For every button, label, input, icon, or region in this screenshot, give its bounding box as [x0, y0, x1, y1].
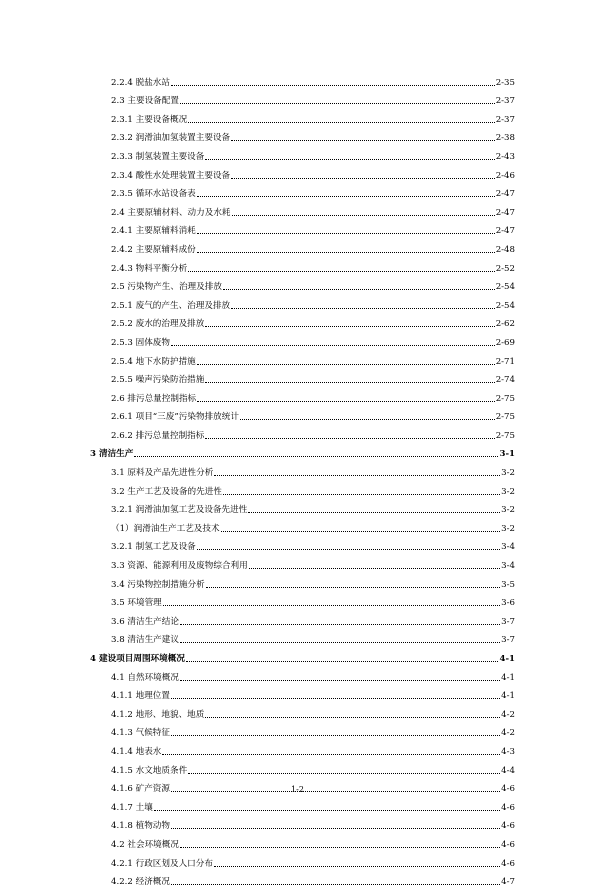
dot-leader [248, 511, 500, 513]
toc-entry-title: 4.2 社会环境概况 [111, 839, 179, 850]
toc-entry-page: 4-2 [501, 709, 515, 720]
toc-entry-title: 2.3.4 酸性水处理装置主要设备 [111, 170, 231, 181]
toc-entry-page: 2-69 [495, 337, 515, 348]
toc-entry-title: 2.3.1 主要设备概况 [111, 114, 188, 125]
toc-entry-page: 4-6 [501, 839, 515, 850]
toc-entry[interactable] [0, 758, 595, 777]
toc-entry[interactable] [0, 851, 595, 870]
toc-entry[interactable] [0, 200, 595, 219]
toc-entry-page: 2-38 [495, 133, 515, 144]
dot-leader [171, 344, 495, 346]
toc-entry[interactable] [0, 423, 595, 442]
toc-entry[interactable] [0, 702, 595, 721]
dot-leader [205, 325, 494, 327]
toc-entry[interactable] [0, 256, 595, 275]
dot-leader [223, 493, 500, 495]
dot-leader [171, 697, 500, 699]
toc-entry[interactable] [0, 163, 595, 182]
dot-leader [232, 214, 495, 216]
toc-entry[interactable] [0, 460, 595, 479]
toc-entry-title: 4.1.6 矿产资源 [111, 784, 170, 795]
toc-entry[interactable] [0, 516, 595, 535]
toc-entry-title: 2.2.4 脱盐水站 [111, 77, 170, 88]
toc-entry-page: 4-6 [501, 858, 515, 869]
toc-entry[interactable] [0, 349, 595, 368]
dot-leader [134, 455, 498, 457]
toc-entry-title: 2.6 排污总量控制指标 [111, 393, 197, 404]
toc-entry-page: 2-48 [495, 244, 515, 255]
toc-entry-title: 4.2.2 经济概况 [111, 877, 170, 888]
toc-entry-title: 4 建设项目周围环境概况 [90, 654, 185, 664]
dot-leader [249, 567, 500, 569]
dot-leader [180, 679, 500, 681]
toc-entry[interactable] [0, 275, 595, 294]
toc-entry-title: 2.3.5 循环水站设备表 [111, 189, 196, 200]
toc-entry-page: 4-7 [501, 877, 515, 888]
toc-entry[interactable] [0, 237, 595, 256]
toc-entry-title: 2.4 主要原辅材料、动力及水耗 [111, 207, 231, 218]
toc-entry-title: 2.4.3 物料平衡分析 [111, 263, 188, 274]
toc-entry-page: 3-4 [501, 542, 515, 553]
toc-entry[interactable] [0, 219, 595, 238]
dot-leader [162, 753, 500, 755]
toc-entry[interactable] [0, 442, 595, 461]
dot-leader [231, 177, 495, 179]
dot-leader [171, 827, 500, 829]
dot-leader [205, 716, 500, 718]
toc-entry[interactable] [0, 368, 595, 387]
toc-entry[interactable] [0, 572, 595, 591]
toc-entry-page: 3-2 [501, 468, 515, 479]
toc-entry-page: 2-75 [495, 412, 515, 423]
toc-entry[interactable] [0, 591, 595, 610]
toc-entry-page: 2-35 [495, 77, 515, 88]
toc-entry-page: 2-62 [495, 319, 515, 330]
toc-entry[interactable] [0, 609, 595, 628]
dot-leader [197, 363, 495, 365]
toc-entry[interactable] [0, 126, 595, 145]
toc-entry-page: 2-43 [495, 151, 515, 162]
toc-entry-title: 4.1.7 土壤 [111, 802, 153, 813]
toc-entry-title: 4.1.4 地表水 [111, 746, 162, 757]
toc-entry-page: 2-74 [495, 375, 515, 386]
toc-entry[interactable] [0, 70, 595, 89]
toc-entry[interactable] [0, 182, 595, 201]
toc-entry-page: 3-2 [501, 505, 515, 516]
toc-entry-page: 2-37 [495, 114, 515, 125]
toc-entry[interactable] [0, 870, 595, 888]
toc-entry-title: 4.1.5 水文地质条件 [111, 765, 188, 776]
page-number: 1-2 [291, 785, 304, 794]
dot-leader [205, 381, 494, 383]
toc-entry[interactable] [0, 684, 595, 703]
toc-entry[interactable] [0, 479, 595, 498]
toc-entry-page: 3-2 [501, 486, 515, 497]
dot-leader [197, 195, 495, 197]
toc-entry-page: 2-75 [495, 430, 515, 441]
toc-entry-page: 3-1 [499, 449, 515, 460]
toc-entry-title: 2.6.1 项目“三废”污染物排放统计 [111, 412, 239, 423]
dot-leader [180, 102, 495, 104]
toc-entry-title: 4.1.3 气候特征 [111, 728, 170, 739]
toc-entry-page: 2-75 [495, 393, 515, 404]
dot-leader [188, 772, 500, 774]
toc-entry[interactable] [0, 89, 595, 108]
toc-entry-page: 4-1 [499, 654, 515, 664]
toc-entry-title: 2.4.2 主要原辅料成份 [111, 244, 196, 255]
toc-entry-page: 4-4 [501, 765, 515, 776]
toc-entry-title: 4.2.1 行政区划及人口分布 [111, 858, 213, 869]
toc-entry[interactable] [0, 330, 595, 349]
toc-entry[interactable] [0, 405, 595, 424]
dot-leader [163, 604, 500, 606]
toc-entry-page: 3-7 [501, 616, 515, 627]
toc-entry-title: 4.1.1 地理位置 [111, 691, 170, 702]
dot-leader [231, 307, 495, 309]
toc-entry-title: 2.5.5 噪声污染防治措施 [111, 375, 205, 386]
toc-entry[interactable] [0, 144, 595, 163]
dot-leader [205, 158, 494, 160]
toc-entry-title: 3.2.1 润滑油加氢工艺及设备先进性 [111, 505, 248, 516]
toc-entry[interactable] [0, 498, 595, 517]
dot-leader [214, 865, 500, 867]
toc-entry-page: 2-52 [495, 263, 515, 274]
toc-entry[interactable] [0, 721, 595, 740]
toc-entry-title: 2.5.2 废水的治理及排放 [111, 319, 205, 330]
toc-entry-page: 2-47 [495, 226, 515, 237]
toc-entry-page: 3-7 [501, 635, 515, 646]
dot-leader [180, 623, 500, 625]
toc-entry-title: 2.5.1 废气的产生、治理及排放 [111, 300, 231, 311]
table-of-contents [0, 70, 595, 888]
toc-entry[interactable] [0, 628, 595, 647]
toc-entry-title: 2.3 主要设备配置 [111, 96, 179, 107]
dot-leader [206, 586, 500, 588]
toc-entry-page: 2-54 [495, 282, 515, 293]
toc-entry-page: 2-37 [495, 96, 515, 107]
dot-leader [214, 474, 500, 476]
toc-entry[interactable] [0, 814, 595, 833]
toc-entry-page: 4-3 [501, 746, 515, 757]
dot-leader [188, 121, 495, 123]
toc-entry[interactable] [0, 553, 595, 572]
toc-entry-title: 4.1 自然环境概况 [111, 672, 179, 683]
toc-entry[interactable] [0, 832, 595, 851]
toc-entry-title: 2.6.2 排污总量控制指标 [111, 430, 205, 441]
dot-leader [171, 84, 495, 86]
toc-entry-title: 2.5.4 地下水防护措施 [111, 356, 196, 367]
toc-entry-title: 3 清洁生产 [90, 449, 134, 460]
toc-entry-title: 3.2 生产工艺及设备的先进性 [111, 486, 222, 497]
toc-entry-title: 3.8 清洁生产建议 [111, 635, 179, 646]
toc-entry-title: 3.4 污染物控制措施分析 [111, 579, 205, 590]
toc-entry-page: 4-2 [501, 728, 515, 739]
toc-entry-page: 4-6 [501, 802, 515, 813]
toc-entry-page: 4-6 [501, 784, 515, 795]
dot-leader [188, 270, 495, 272]
toc-entry-title: 3.3 资源、能源利用及废物综合利用 [111, 561, 248, 572]
toc-entry-title: 3.5 环境管理 [111, 598, 162, 609]
toc-entry-page: 3-6 [501, 598, 515, 609]
toc-entry[interactable] [0, 535, 595, 554]
toc-entry-title: 2.3.3 制氢装置主要设备 [111, 151, 205, 162]
dot-leader [221, 530, 501, 532]
toc-entry-page: 2-47 [495, 189, 515, 200]
dot-leader [197, 400, 495, 402]
toc-entry[interactable] [0, 665, 595, 684]
toc-entry-page: 3-4 [501, 561, 515, 572]
toc-entry[interactable] [0, 646, 595, 665]
toc-entry-title: 2.5.3 固体废物 [111, 337, 170, 348]
toc-entry-title: 3.2.1 制氢工艺及设备 [111, 542, 196, 553]
dot-leader [180, 641, 500, 643]
toc-entry-title: 2.3.2 润滑油加氢装置主要设备 [111, 133, 231, 144]
dot-leader [180, 846, 500, 848]
dot-leader [223, 288, 495, 290]
dot-leader [186, 660, 499, 662]
toc-entry-page: 2-47 [495, 207, 515, 218]
dot-leader [171, 734, 500, 736]
dot-leader [171, 883, 500, 885]
toc-entry-title: 4.1.8 植物动物 [111, 821, 170, 832]
toc-entry-page: 4-1 [501, 691, 515, 702]
toc-entry-title: （1）润滑油生产工艺及技术 [111, 523, 220, 534]
toc-entry-title: 4.1.2 地形、地貌、地质 [111, 709, 205, 720]
toc-entry-page: 4-6 [501, 821, 515, 832]
dot-leader [197, 232, 495, 234]
dot-leader [154, 809, 500, 811]
toc-entry[interactable] [0, 739, 595, 758]
toc-entry-title: 3.6 清洁生产结论 [111, 616, 179, 627]
toc-entry-page: 2-46 [495, 170, 515, 181]
dot-leader [197, 251, 495, 253]
toc-entry-page: 3-5 [501, 579, 515, 590]
toc-entry[interactable] [0, 386, 595, 405]
dot-leader [240, 418, 495, 420]
toc-entry-title: 2.4.1 主要原辅料消耗 [111, 226, 196, 237]
toc-entry-title: 2.5 污染物产生、治理及排放 [111, 282, 222, 293]
toc-entry[interactable] [0, 312, 595, 331]
dot-leader [231, 139, 495, 141]
dot-leader [197, 548, 500, 550]
toc-entry-page: 3-2 [501, 523, 515, 534]
toc-entry-title: 3.1 原料及产品先进性分析 [111, 468, 214, 479]
toc-entry[interactable] [0, 795, 595, 814]
toc-entry[interactable] [0, 293, 595, 312]
toc-entry-page: 2-54 [495, 300, 515, 311]
toc-entry-page: 4-1 [501, 672, 515, 683]
toc-entry[interactable] [0, 107, 595, 126]
dot-leader [205, 437, 494, 439]
toc-entry-page: 2-71 [495, 356, 515, 367]
